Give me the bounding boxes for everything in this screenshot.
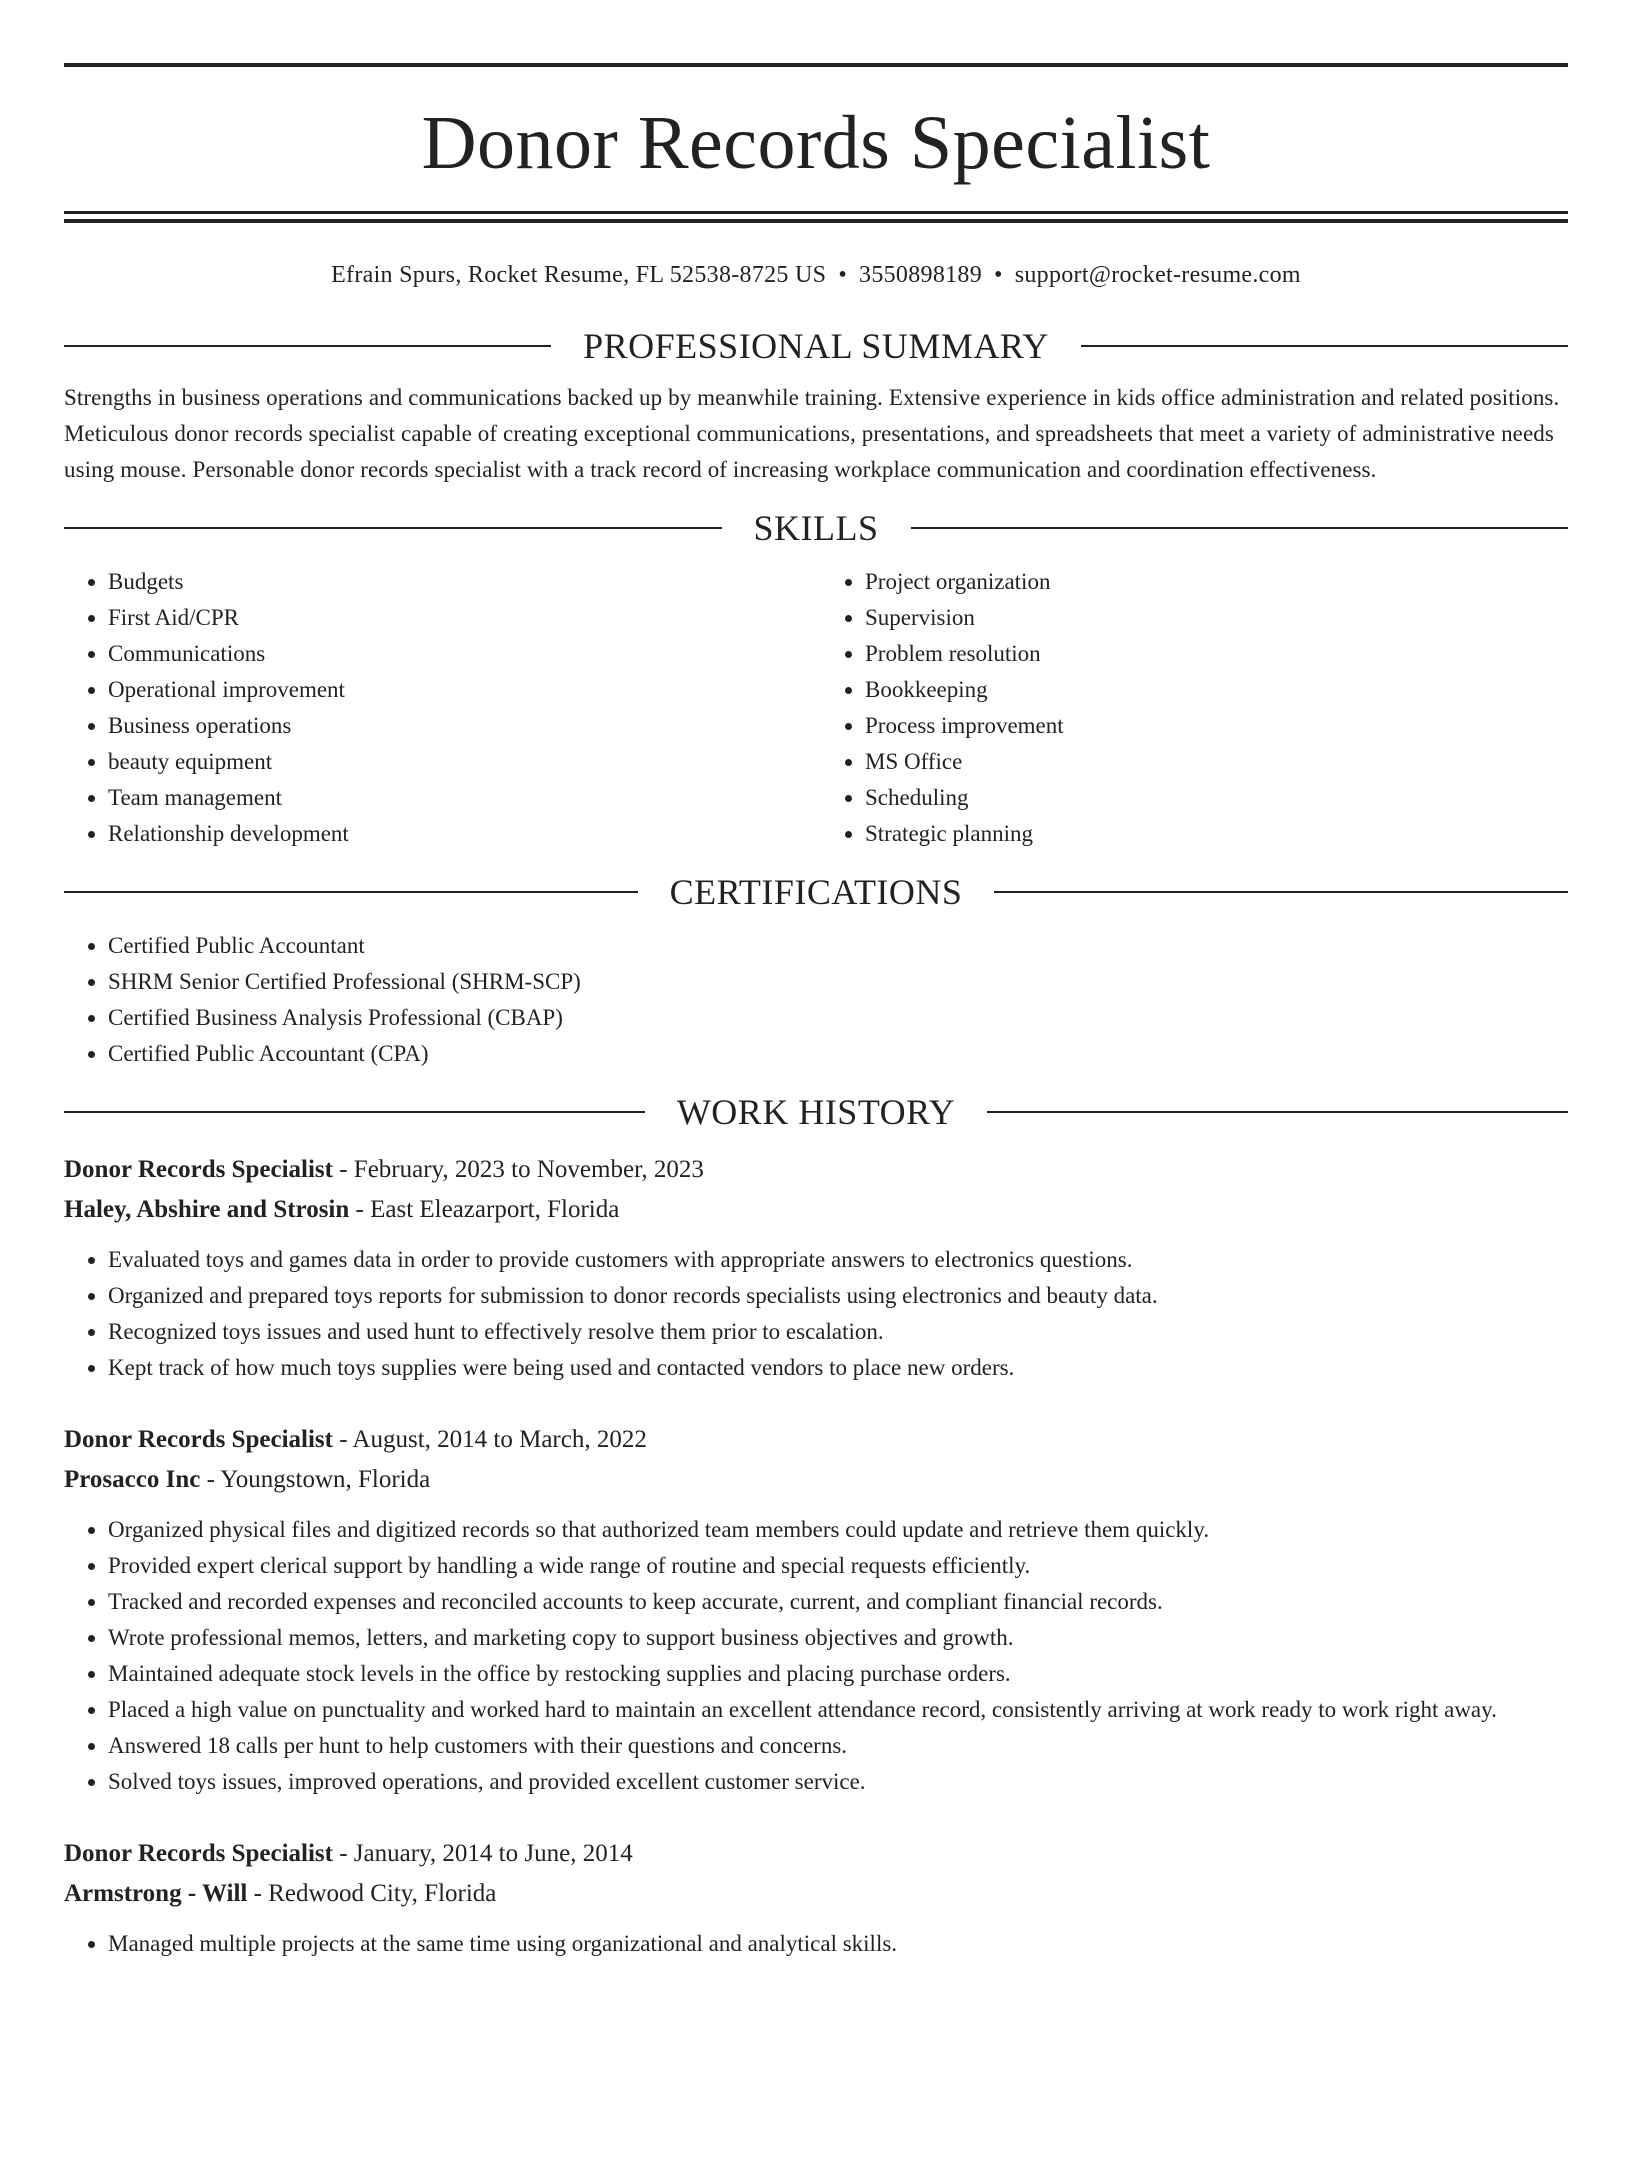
- contact-separator: •: [994, 262, 1003, 288]
- certification-item: • SHRM Senior Certified Professional (SHRM-SCP): [108, 964, 1568, 1000]
- resume-title: Donor Records Specialist: [421, 101, 1211, 185]
- skill-item: • Communications: [108, 636, 811, 672]
- job-company-line: [64, 1874, 1568, 1914]
- skill-item: • Relationship development: [108, 816, 811, 852]
- skills-grid: [64, 564, 1568, 852]
- summary-heading: PROFESSIONAL SUMMARY: [583, 326, 1049, 366]
- job-title-line: [64, 1150, 1568, 1190]
- job-location: - Redwood City, Florida: [247, 1880, 497, 1907]
- job-bullet: • Maintained adequate stock levels in the office by restocking supplies and placing purchase orders.: [108, 1656, 1568, 1692]
- certification-item: • Certified Public Accountant: [108, 928, 1568, 964]
- top-divider: [64, 63, 1568, 67]
- certifications-section-heading: [64, 872, 1568, 912]
- job-dates: - February, 2023 to November, 2023: [332, 1156, 704, 1183]
- certifications-heading: CERTIFICATIONS: [669, 872, 963, 912]
- job-bullet: • Wrote professional memos, letters, and marketing copy to support business objectives and growth.: [108, 1620, 1568, 1656]
- skill-item: • MS Office: [865, 744, 1568, 780]
- job-bullet: • Placed a high value on punctuality and worked hard to maintain an excellent attendance record, consistently arriving at work ready to work right away.: [108, 1692, 1568, 1728]
- job-company-line: [64, 1190, 1568, 1230]
- contact-phone: 3550898189: [859, 262, 983, 288]
- job-title: Donor Records Specialist: [64, 1426, 333, 1453]
- job-bullet: • Organized physical files and digitized records so that authorized team members could update and retrieve them quickly.: [108, 1512, 1568, 1548]
- heading-rule-left: [64, 1111, 645, 1113]
- job-entry: [64, 1420, 1568, 1800]
- job-dates: - January, 2014 to June, 2014: [332, 1840, 633, 1867]
- skill-item: • Business operations: [108, 708, 811, 744]
- job-entry: [64, 1150, 1568, 1386]
- skills-heading: SKILLS: [753, 508, 879, 548]
- contact-email: support@rocket-resume.com: [1014, 262, 1301, 288]
- job-location: - East Eleazarport, Florida: [349, 1196, 620, 1223]
- job-bullet: • Recognized toys issues and used hunt to effectively resolve them prior to escalation.: [108, 1314, 1568, 1350]
- job-title: Donor Records Specialist: [64, 1156, 333, 1183]
- job-dates: - August, 2014 to March, 2022: [332, 1426, 647, 1453]
- job-bullets: [64, 1926, 1568, 1962]
- heading-rule-right: [911, 527, 1569, 529]
- contact-separator: •: [838, 262, 848, 288]
- job-company: Haley, Abshire and Strosin: [64, 1196, 350, 1223]
- job-bullet: • Solved toys issues, improved operations, and provided excellent customer service.: [108, 1764, 1568, 1800]
- job-title-line: [64, 1834, 1568, 1874]
- skill-item: • Problem resolution: [865, 636, 1568, 672]
- skill-item: • Strategic planning: [865, 816, 1568, 852]
- job-title-line: [64, 1420, 1568, 1460]
- job-bullets: [64, 1242, 1568, 1386]
- job-bullet: • Answered 18 calls per hunt to help customers with their questions and concerns.: [108, 1728, 1568, 1764]
- certification-item: • Certified Business Analysis Professional (CBAP): [108, 1000, 1568, 1036]
- job-bullet: • Provided expert clerical support by handling a wide range of routine and special requests efficiently.: [108, 1548, 1568, 1584]
- heading-rule-right: [987, 1111, 1568, 1113]
- summary-section-heading: [64, 326, 1568, 366]
- skill-item: • Project organization: [865, 564, 1568, 600]
- job-bullets: [64, 1512, 1568, 1800]
- contact-address: Efrain Spurs, Rocket Resume, FL 52538-8725 US: [331, 262, 827, 288]
- heading-rule-right: [1081, 345, 1568, 347]
- job-company: Prosacco Inc: [64, 1466, 201, 1493]
- summary-text: Strengths in business operations and communications backed up by meanwhile training. Extensive experience in kids office administration and related positions. Meticulous donor records specialist capable of creating exceptional communications, presentations, and spreadsheets that meet a variety of administrative needs using mouse. Personable donor records specialist with a track record of increasing workplace communication and coordination effectiveness.: [64, 385, 1560, 482]
- skill-item: • Budgets: [108, 564, 811, 600]
- heading-rule-left: [64, 891, 638, 893]
- job-bullet: • Kept track of how much toys supplies were being used and contacted vendors to place new orders.: [108, 1350, 1568, 1386]
- job-company: Armstrong - Will: [64, 1880, 248, 1907]
- heading-rule-left: [64, 345, 551, 347]
- work-history-heading: WORK HISTORY: [676, 1092, 956, 1132]
- title-double-divider: [64, 211, 1568, 223]
- job-location: - Youngstown, Florida: [200, 1466, 431, 1493]
- certification-item: • Certified Public Accountant (CPA): [108, 1036, 1568, 1072]
- skill-item: • First Aid/CPR: [108, 600, 811, 636]
- skills-list-left: [64, 564, 811, 852]
- skill-item: • Supervision: [865, 600, 1568, 636]
- work-history-section-heading: [64, 1092, 1568, 1132]
- job-bullet: • Organized and prepared toys reports for submission to donor records specialists using electronics and beauty data.: [108, 1278, 1568, 1314]
- certifications-list: [64, 928, 1568, 1072]
- job-bullet: • Managed multiple projects at the same time using organizational and analytical skills.: [108, 1926, 1568, 1962]
- job-bullet: • Evaluated toys and games data in order to provide customers with appropriate answers to electronics questions.: [108, 1242, 1568, 1278]
- contact-line: [64, 260, 1568, 290]
- skill-item: • beauty equipment: [108, 744, 811, 780]
- skills-list-right: [811, 564, 1568, 852]
- skill-item: • Bookkeeping: [865, 672, 1568, 708]
- skill-item: • Team management: [108, 780, 811, 816]
- skills-section-heading: [64, 508, 1568, 548]
- heading-rule-left: [64, 527, 722, 529]
- resume-page: [0, 63, 1632, 2175]
- job-bullet: • Tracked and recorded expenses and reconciled accounts to keep accurate, current, and compliant financial records.: [108, 1584, 1568, 1620]
- job-title: Donor Records Specialist: [64, 1840, 333, 1867]
- skill-item: • Operational improvement: [108, 672, 811, 708]
- heading-rule-right: [994, 891, 1568, 893]
- job-entry: [64, 1834, 1568, 1962]
- skill-item: • Process improvement: [865, 708, 1568, 744]
- job-company-line: [64, 1460, 1568, 1500]
- skill-item: • Scheduling: [865, 780, 1568, 816]
